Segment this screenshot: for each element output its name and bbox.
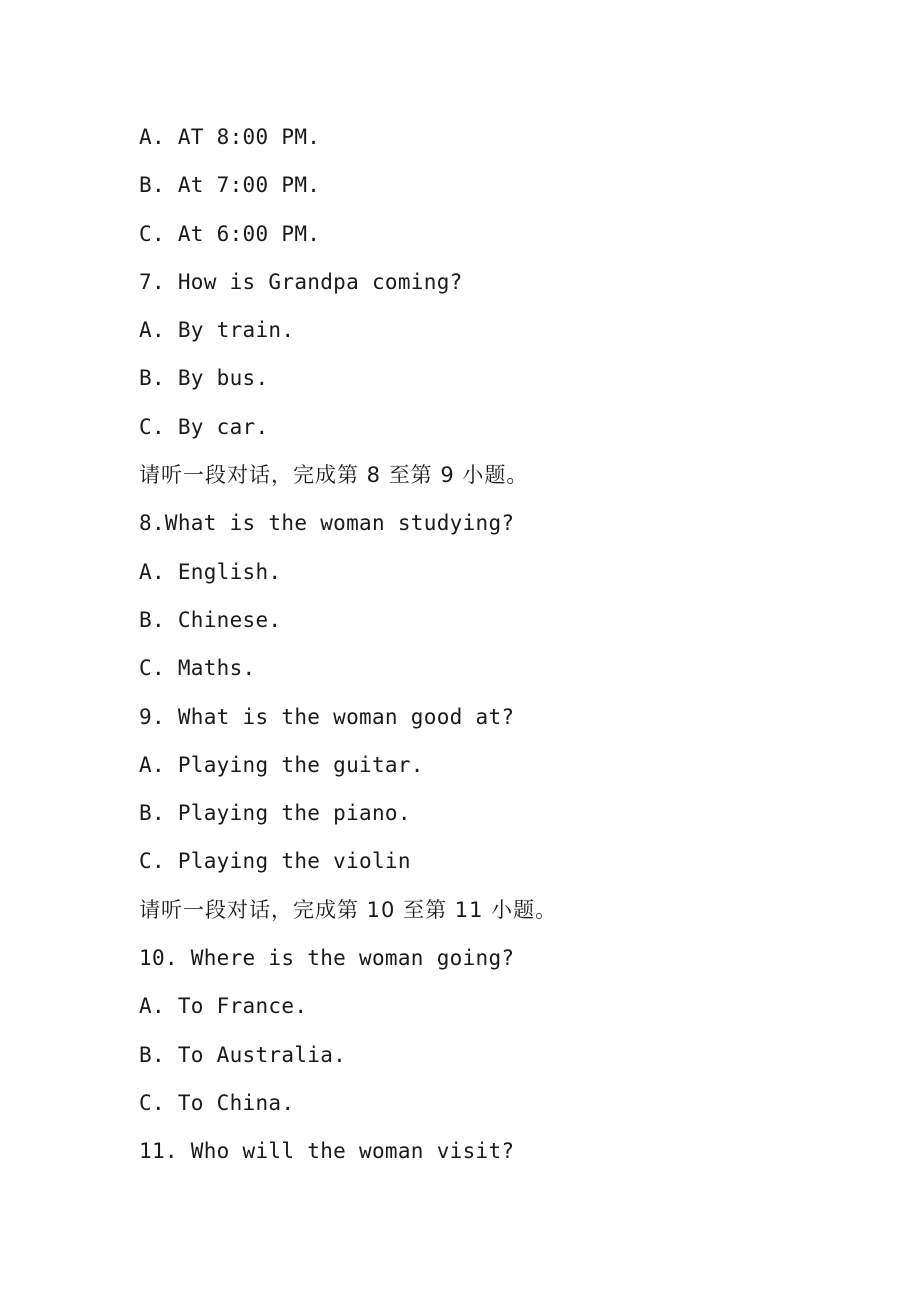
answer-option: A. AT 8:00 PM. <box>139 125 321 149</box>
answer-option: B. To Australia. <box>139 1042 347 1067</box>
question-text: 8.What is the woman studying? <box>139 511 515 536</box>
answer-option: B. By bus. <box>139 366 269 391</box>
answer-option: A. Playing the guitar. <box>139 752 424 777</box>
answer-option: C. Maths. <box>139 656 256 681</box>
question-text: 10. Where is the woman going? <box>139 946 515 971</box>
section-instruction: 请听一段对话，完成第 8 至第 9 小题。 <box>139 463 529 488</box>
answer-option: B. Playing the piano. <box>139 801 411 826</box>
question-text: 9. What is the woman good at? <box>139 704 515 729</box>
answer-option: A. To France. <box>139 994 308 1019</box>
question-text: 11. Who will the woman visit? <box>139 1139 515 1164</box>
question-text: 7. How is Grandpa coming? <box>139 269 463 294</box>
answer-option: B. At 7:00 PM. <box>139 173 321 198</box>
answer-option: C. At 6:00 PM. <box>139 221 321 246</box>
answer-option: C. Playing the violin <box>139 849 411 874</box>
answer-option: A. English. <box>139 559 282 584</box>
answer-option: A. By train. <box>139 318 295 343</box>
answer-option: C. By car. <box>139 414 269 439</box>
question-list <box>139 113 879 1176</box>
section-instruction: 请听一段对话，完成第 10 至第 11 小题。 <box>139 897 558 922</box>
answer-option: B. Chinese. <box>139 607 282 632</box>
answer-option: C. To China. <box>139 1090 295 1115</box>
